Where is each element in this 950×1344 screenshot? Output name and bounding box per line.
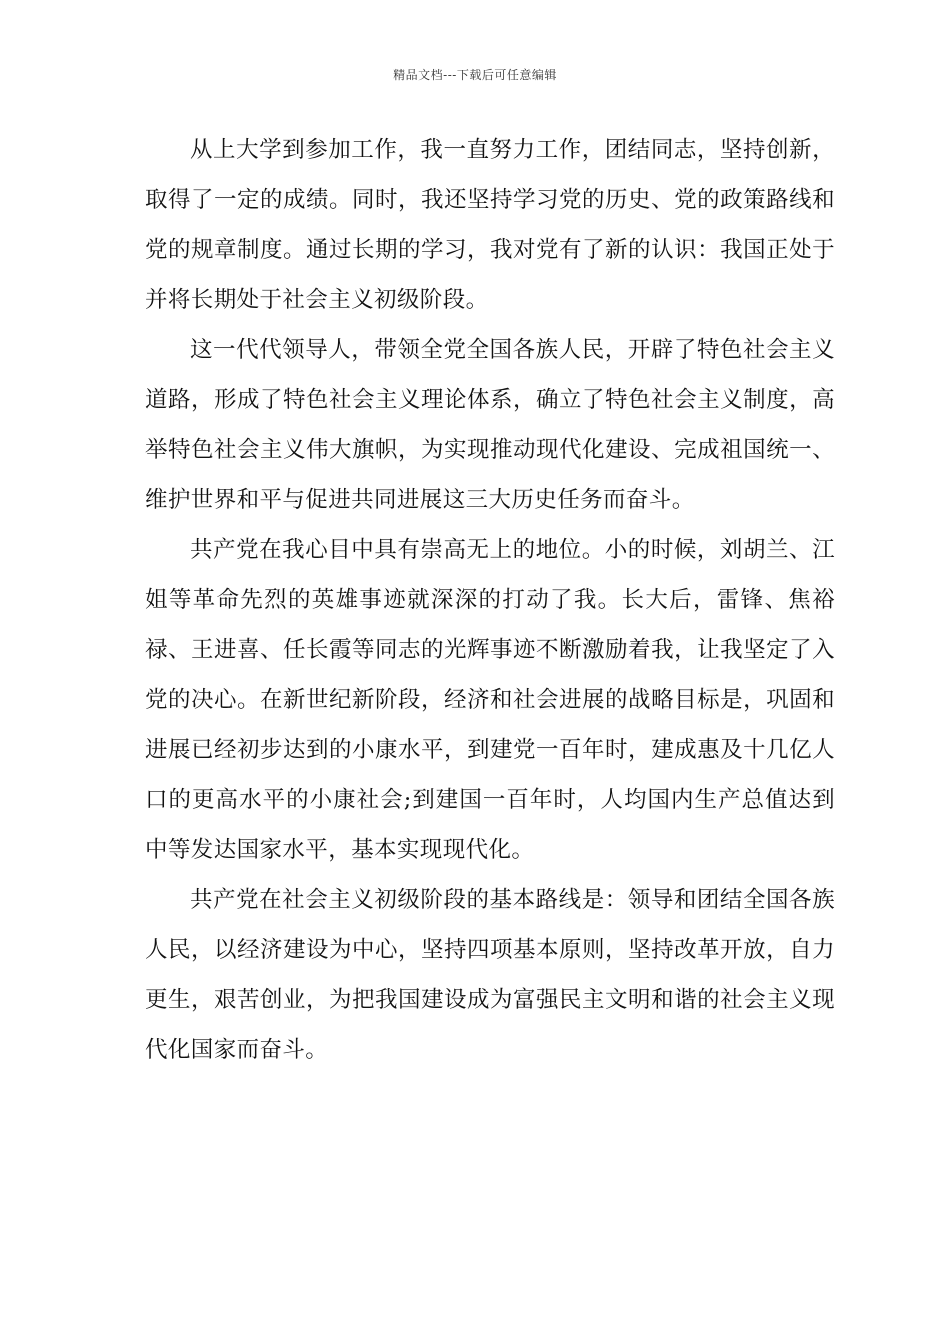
document-body (145, 125, 835, 1075)
page-header: 精品文档---下载后可任意编辑 (393, 68, 557, 82)
paragraph-2: 这一代代领导人，带领全党全国各族人民，开辟了特色社会主义道路，形成了特色社会主义理论体系，确立了特色社会主义制度，高举特色社会主义伟大旗帜，为实现推动现代化建设、完成祖国统一、维护世界和平与促进共同进展这三大历史任务而奋斗。 (145, 337, 835, 513)
paragraph-3: 共产党在我心目中具有崇高无上的地位。小的时候，刘胡兰、江姐等革命先烈的英雄事迹就深深的打动了我。长大后，雷锋、焦裕禄、王进喜、任长霞等同志的光辉事迹不断激励着我，让我坚定了入党的决心。在新世纪新阶段，经济和社会进展的战略目标是，巩固和进展已经初步达到的小康水平，到建党一百年时，建成惠及十几亿人口的更高水平的小康社会;到建国一百年时，人均国内生产总值达到中等发达国家水平，基本实现现代化。 (145, 537, 835, 863)
paragraph-4: 共产党在社会主义初级阶段的基本路线是：领导和团结全国各族人民，以经济建设为中心，坚持四项基本原则，坚持改革开放，自力更生，艰苦创业，为把我国建设成为富强民主文明和谐的社会主义现代化国家而奋斗。 (145, 887, 835, 1063)
paragraph-1: 从上大学到参加工作，我一直努力工作，团结同志，坚持创新，取得了一定的成绩。同时，我还坚持学习党的历史、党的政策路线和党的规章制度。通过长期的学习，我对党有了新的认识：我国正处于并将长期处于社会主义初级阶段。 (145, 137, 835, 313)
